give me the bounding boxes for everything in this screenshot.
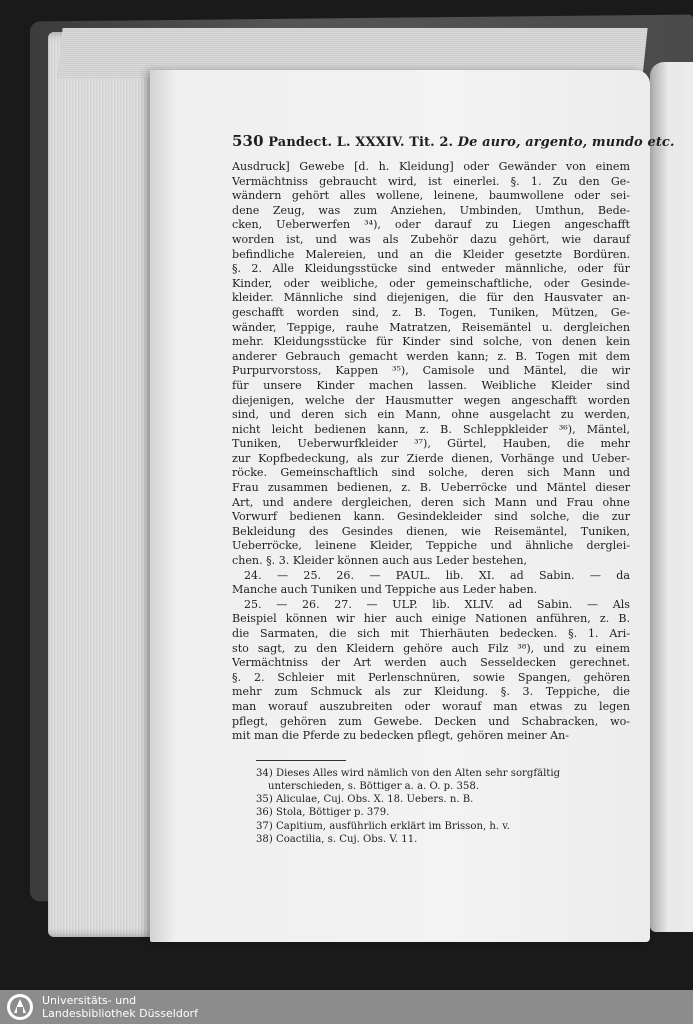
body-line: kleider. Männliche sind diejenigen, die für den Hausvater an-	[232, 291, 630, 305]
body-line: §. 2. Schleier mit Perlenschnüren, sowie Spangen, gehören	[232, 670, 630, 684]
body-line: 24. — 25. 26. — PAUL. lib. XI. ad Sabin. — da	[244, 568, 630, 582]
body-line: Vermächtniss gebraucht wird, ist einerlei. §. 1. Zu den Ge-	[232, 174, 630, 188]
body-line: diejenigen, welche der Hausmutter wegen angeschafft worden	[232, 393, 630, 407]
header-title: Pandect. L. XXXIV. Tit. 2.	[268, 135, 454, 150]
body-line: Beispiel können wir hier auch einige Nationen anführen, z. B.	[232, 612, 630, 626]
library-name-line-1: Universitäts- und	[42, 994, 137, 1007]
library-name	[42, 994, 198, 1020]
body-line: Bekleidung des Gesindes dienen, wie Reisemäntel, Tuniken,	[232, 524, 630, 538]
body-line: Purpurvorstoss, Kappen ³⁵), Camisole und Mäntel, die wir	[232, 364, 630, 378]
library-footer-bar	[0, 990, 693, 1024]
body-line: mehr. Kleidungsstücke für Kinder sind solche, von denen kein	[232, 335, 630, 349]
body-line: zur Kopfbedeckung, als zur Zierde dienen, Vorhänge und Ueber-	[232, 451, 630, 465]
body-line: sind, und deren sich ein Mann, ohne ausgelacht zu werden,	[232, 408, 630, 422]
body-line: anderer Gebrauch gemacht werden kann; z. B. Togen mit dem	[232, 349, 630, 363]
body-line: Kinder, oder weibliche, oder gemeinschaftliche, oder Gesinde-	[232, 276, 630, 290]
body-line: wändern gehört alles wollene, leinene, baumwollene oder sei-	[232, 189, 630, 203]
body-line: geschafft worden sind, z. B. Togen, Tuniken, Mützen, Ge-	[232, 305, 630, 319]
body-line: Art, und andere dergleichen, deren sich Mann und Frau ohne	[232, 495, 630, 509]
body-line: 25. — 26. 27. — ULP. lib. XLIV. ad Sabin. — Als	[244, 597, 630, 611]
body-line: befindliche Malereien, und an die Kleider gesetzte Bordüren.	[232, 247, 630, 261]
body-line: dene Zeug, was zum Anziehen, Umbinden, Umthun, Bede-	[232, 203, 630, 217]
body-line: nicht leicht bedienen kann, z. B. Schleppkleider ³⁶), Mäntel,	[232, 422, 630, 436]
body-line: Frau zusammen bedienen, z. B. Ueberröcke und Mäntel dieser	[232, 481, 630, 495]
body-line: pflegt, gehören zum Gewebe. Decken und Schabracken, wo-	[232, 714, 630, 728]
body-line: Tuniken, Ueberwurfkleider ³⁷), Gürtel, Hauben, die mehr	[232, 437, 630, 451]
body-line: cken, Ueberwerfen ³⁴), oder darauf zu Liegen angeschafft	[232, 218, 630, 232]
body-line: für unsere Kinder machen lassen. Weibliche Kleider sind	[232, 378, 630, 392]
body-line: chen. §. 3. Kleider können auch aus Leder bestehen,	[232, 554, 528, 568]
footnote-line: 37) Capitium, ausführlich erklärt im Brisson, h. v.	[256, 820, 510, 832]
body-text	[232, 160, 630, 744]
body-line: wänder, Teppige, rauhe Matratzen, Reisemäntel u. dergleichen	[232, 320, 630, 334]
footnotes	[232, 767, 630, 846]
page-edge-stack	[48, 32, 158, 937]
page-text-block	[232, 132, 675, 846]
body-line: Ausdruck] Gewebe [d. h. Kleidung] oder Gewänder von einem	[232, 160, 630, 173]
library-name-line-2: Landesbibliothek Düsseldorf	[42, 1007, 198, 1020]
footnote-line: 38) Coactilia, s. Cuj. Obs. V. 11.	[256, 833, 418, 845]
footnote-line: 34) Dieses Alles wird nämlich von den Alten sehr sorgfältig	[256, 767, 561, 779]
page-number: 530	[232, 132, 264, 150]
body-line: mit man die Pferde zu bedecken pflegt, gehören meiner An-	[232, 729, 570, 743]
footnote-line: unterschieden, s. Böttiger a. a. O. p. 358.	[268, 780, 479, 792]
header-subtitle: De auro, argento, mundo etc.	[457, 135, 675, 150]
body-line: Manche auch Tuniken und Teppiche aus Leder haben.	[232, 583, 538, 597]
body-line: §. 2. Alle Kleidungsstücke sind entweder männliche, oder für	[232, 262, 630, 276]
body-line: die Sarmaten, die sich mit Thierhäuten bedecken. §. 1. Ari-	[232, 627, 630, 640]
footnote-line: 35) Aliculae, Cuj. Obs. X. 18. Uebers. n. B.	[256, 794, 474, 806]
body-line: Vermächtniss der Art werden auch Sesseldecken gerechnet.	[232, 656, 630, 670]
running-header	[232, 132, 675, 150]
footnote-rule	[256, 760, 346, 761]
body-line: röcke. Gemeinschaftlich sind solche, deren sich Mann und	[232, 466, 630, 480]
library-logo-icon	[6, 993, 34, 1021]
body-line: Vorwurf bedienen kann. Gesindekleider sind solche, die zur	[232, 510, 630, 524]
footnote-line: 36) Stola, Böttiger p. 379.	[256, 807, 390, 819]
body-line: man worauf auszubreiten oder worauf man etwas zu legen	[232, 699, 630, 713]
body-line: Ueberröcke, leinene Kleider, Teppiche und ähnliche derglei-	[232, 539, 630, 553]
facing-page-edge	[650, 62, 693, 932]
body-line: mehr zum Schmuck als zur Kleidung. §. 3. Teppiche, die	[232, 685, 630, 699]
body-line: worden ist, und was als Zubehör dazu gehört, wie darauf	[232, 232, 630, 246]
body-line: sto sagt, zu den Kleidern gehöre auch Filz ³⁸), und zu einem	[232, 641, 630, 655]
